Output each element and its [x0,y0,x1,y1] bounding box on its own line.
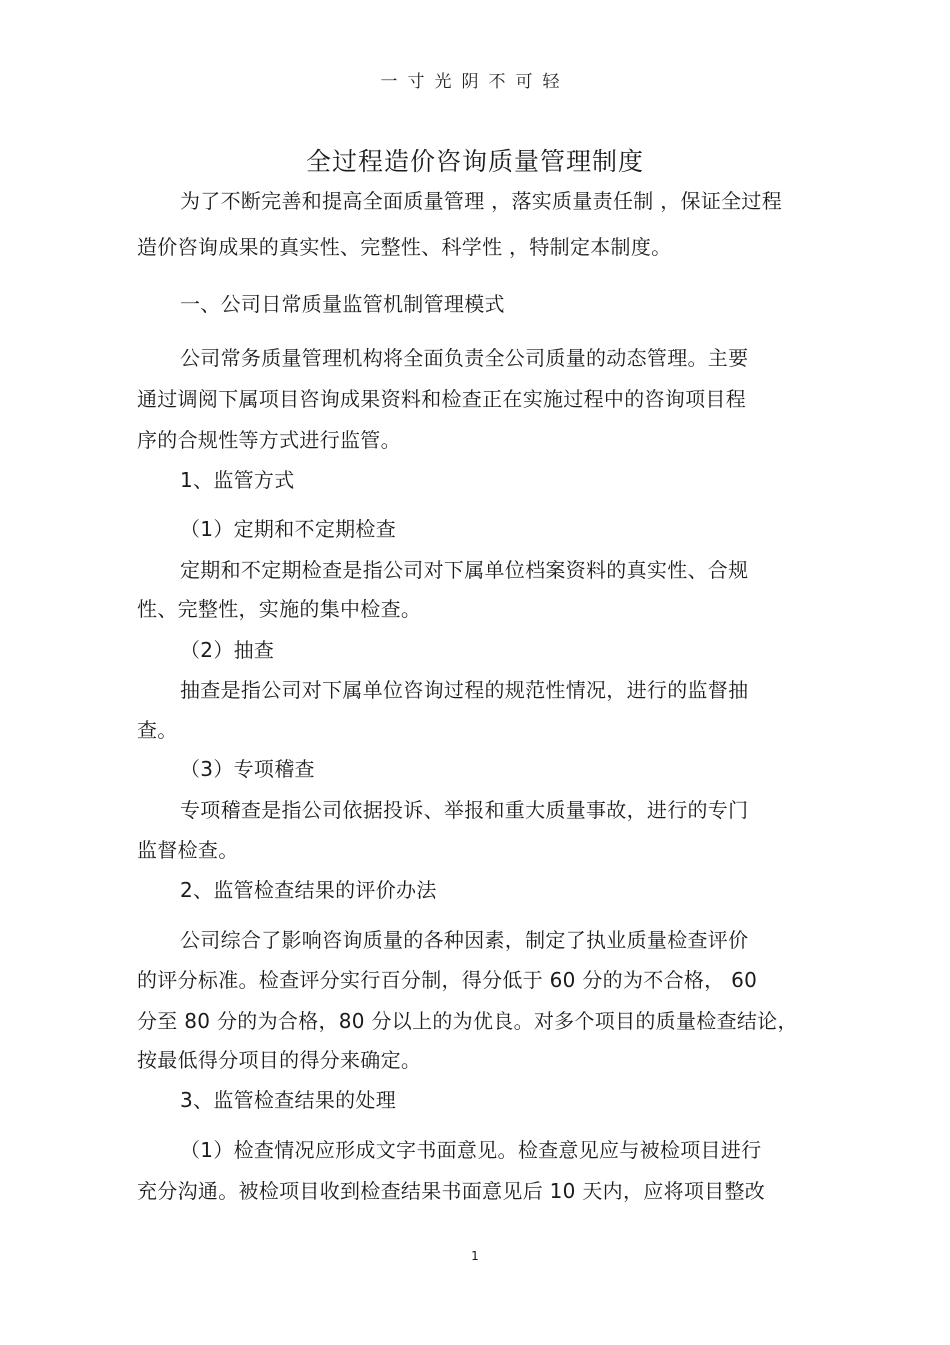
body-line: 定期和不定期检查是指公司对下属单位档案资料的真实性、合规 [180,558,749,582]
body-line: 通过调阅下属项目咨询成果资料和检查正在实施过程中的咨询项目程 [137,387,746,411]
body-line: 造价咨询成果的真实性、完整性、科学性 ，特制定本制度。 [137,235,672,259]
body-line: 查。 [137,718,178,742]
body-line: 按最低得分项目的得分来确定。 [137,1048,422,1072]
item-heading: （2）抽查 [180,638,275,662]
page-header: 一寸光阴不可轻 [380,72,570,92]
body-line: 序的合规性等方式进行监管。 [137,428,401,452]
body-line: 充分沟通。被检项目收到检查结果书面意见后 10 天内，应将项目整改 [137,1179,766,1203]
page-number: 1 [471,1249,479,1263]
body-line: 分至 80 分的为合格，80 分以上的为优良。对多个项目的质量检查结论， [137,1009,798,1033]
body-line: 为了不断完善和提高全面质量管理 ，落实质量责任制 ，保证全过程 [180,189,783,213]
section-heading: 一、公司日常质量监管机制管理模式 [180,292,505,316]
body-line: 专项稽查是指公司依据投诉、举报和重大质量事故，进行的专门 [180,798,749,822]
body-line: 监督检查。 [137,838,239,862]
body-line: 性、完整性，实施的集中检查。 [137,597,422,621]
subsection-heading: 3、监管检查结果的处理 [180,1088,397,1112]
body-line: 公司常务质量管理机构将全面负责全公司质量的动态管理。主要 [180,346,749,370]
body-line: （1）检查情况应形成文字书面意见。检查意见应与被检项目进行 [180,1138,762,1162]
item-heading: （1）定期和不定期检查 [180,517,397,541]
body-line: 公司综合了影响咨询质量的各种因素，制定了执业质量检查评价 [180,928,749,952]
document-title: 全过程造价咨询质量管理制度 [305,147,644,176]
subsection-heading: 1、监管方式 [180,468,295,492]
body-line: 抽查是指公司对下属单位咨询过程的规范性情况，进行的监督抽 [180,678,749,702]
item-heading: （3）专项稽查 [180,757,315,781]
body-line: 的评分标准。检查评分实行百分制，得分低于 60 分的为不合格， 60 [137,968,758,992]
subsection-heading: 2、监管检查结果的评价办法 [180,878,437,902]
